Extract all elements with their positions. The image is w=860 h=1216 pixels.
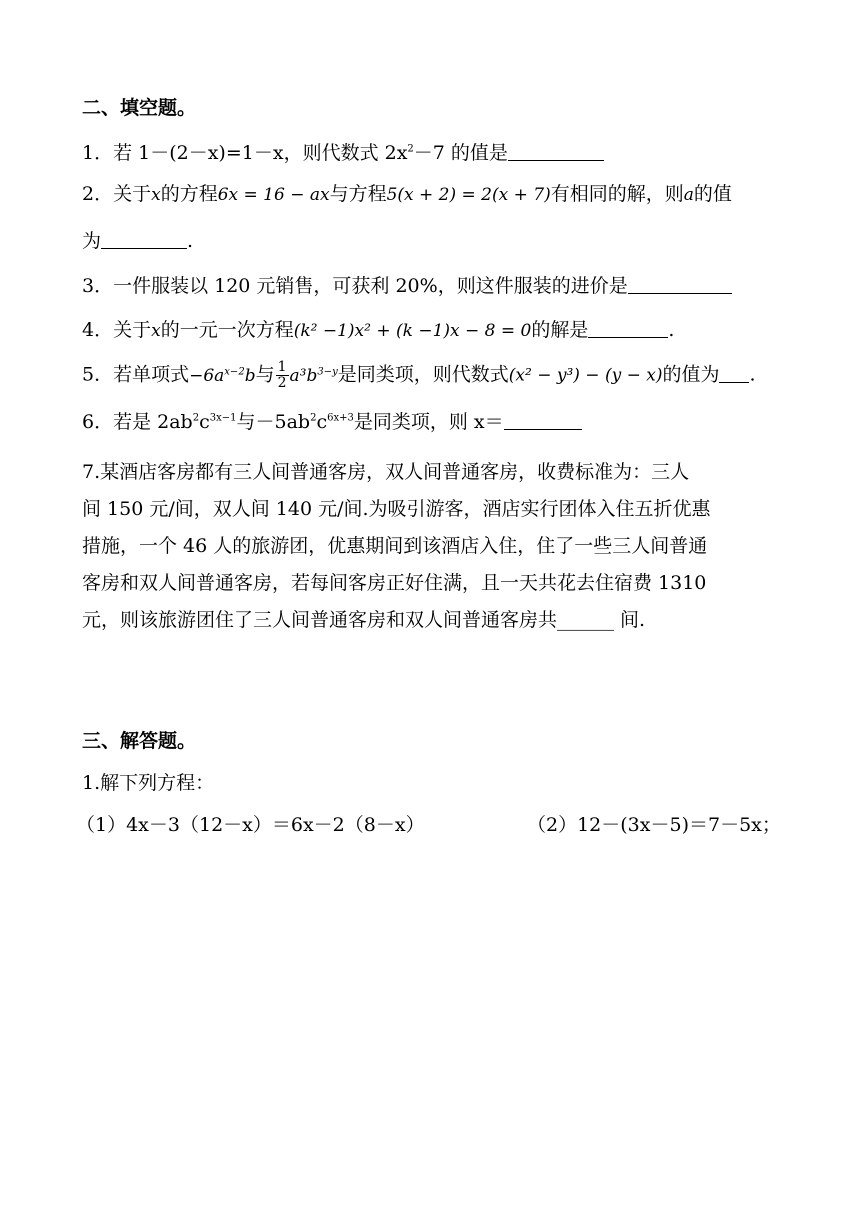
question-5-p4: 的值为 bbox=[662, 363, 720, 386]
question-1 bbox=[82, 141, 604, 165]
question-7-line-3: 措施，一个 46 人的旅游团，优惠期间到该酒店入住，住了一些三人间普通 bbox=[82, 535, 708, 557]
question-7 bbox=[82, 454, 782, 639]
question-6-p1: 6．若是 2ab bbox=[82, 411, 193, 433]
question-4-p3: 的解是 bbox=[531, 319, 589, 341]
question-2-var-x: x bbox=[151, 185, 161, 205]
question-2-equation-1: 6x = 16 − ax bbox=[217, 185, 330, 205]
question-1-suffix: －7 的值是 bbox=[413, 142, 508, 164]
question-6-c1: c bbox=[199, 411, 210, 433]
question-5-p2: 与 bbox=[255, 363, 275, 386]
question-6-e3: 2 bbox=[310, 412, 317, 424]
question-2-line2-text: 为 bbox=[82, 230, 102, 252]
question-1-prefix: 1．若 1－(2－x)=1－x，则代数式 2x bbox=[82, 142, 408, 164]
question-5-p1: 5．若单项式 bbox=[82, 363, 190, 386]
question-6-c2: c bbox=[316, 411, 328, 433]
question-3-text: 3．一件服装以 120 元销售，可获利 20%，则这件服装的进价是 bbox=[82, 275, 628, 297]
question-4-equation: (k² −1)x² + (k −1)x − 8 = 0 bbox=[293, 321, 532, 341]
question-2-end: . bbox=[187, 230, 194, 252]
question-6-p2: 与－5ab bbox=[236, 411, 311, 433]
fraction-denominator: 2 bbox=[277, 375, 287, 391]
solve-section-heading: 三、解答题。 bbox=[82, 730, 197, 752]
solve-equation-2: （2）12－(3x－5)＝7－5x； bbox=[527, 814, 781, 836]
question-5 bbox=[82, 360, 756, 391]
question-2-p3: 与方程 bbox=[329, 183, 387, 205]
question-7-line-4: 客房和双人间普通客房，若每间客房正好住满，且一天共花去住宿费 1310 bbox=[82, 572, 707, 594]
question-4-p1: 4．关于 bbox=[82, 319, 152, 341]
question-2-var-a: a bbox=[683, 185, 694, 205]
solve-equation-1: （1）4x－3（12－x）＝6x－2（8－x） bbox=[76, 814, 425, 836]
question-2-answer-blank[interactable] bbox=[101, 230, 187, 249]
question-5-m1-b: b bbox=[244, 365, 256, 386]
question-3-answer-blank[interactable] bbox=[628, 275, 732, 294]
question-5-p3: 是同类项，则代数式 bbox=[337, 363, 509, 386]
solve-question-1-title: 1.解下列方程： bbox=[82, 772, 215, 794]
fill-section-heading: 二、填空题。 bbox=[82, 97, 197, 119]
question-3 bbox=[82, 274, 732, 298]
question-4-var-x: x bbox=[151, 321, 161, 341]
question-7-line-1: 7.某酒店客房都有三人间普通客房，双人间普通客房，收费标准为：三人 bbox=[82, 461, 690, 483]
question-5-m1-exp: x−2 bbox=[224, 365, 245, 377]
question-2-p5: 的值 bbox=[693, 183, 732, 205]
question-6-p3: 是同类项，则 x＝ bbox=[353, 411, 504, 433]
question-5-m2-exp: 3−y bbox=[317, 365, 338, 377]
question-1-exponent: 2 bbox=[407, 143, 414, 155]
question-2-line-1 bbox=[82, 182, 732, 207]
question-7-last-prefix: 元，则该旅游团住了三人间普通客房和双人间普通客房共 bbox=[82, 609, 558, 631]
question-2-p2: 的方程 bbox=[160, 183, 218, 205]
question-2-equation-2: 5(x + 2) = 2(x + 7) bbox=[386, 185, 551, 205]
question-6-e2: 3x−1 bbox=[209, 412, 237, 424]
question-4-answer-blank[interactable] bbox=[588, 319, 668, 338]
question-6-e4: 6x+3 bbox=[327, 412, 354, 424]
question-7-last-suffix: 间. bbox=[614, 609, 646, 631]
question-7-line-2: 间 150 元/间，双人间 140 元/间.为吸引游客，酒店实行团体入住五折优惠 bbox=[82, 498, 711, 520]
question-6 bbox=[82, 410, 582, 434]
question-2-line-2 bbox=[82, 229, 193, 253]
question-4-end: . bbox=[668, 319, 675, 341]
question-4 bbox=[82, 318, 674, 343]
fraction-numerator: 1 bbox=[277, 359, 287, 375]
question-5-monomial-2 bbox=[290, 366, 338, 386]
question-5-answer-blank[interactable] bbox=[719, 364, 749, 383]
question-7-line-5 bbox=[82, 602, 782, 639]
question-7-answer-blank[interactable]: ______ bbox=[557, 609, 615, 631]
question-5-end: . bbox=[749, 363, 756, 386]
question-1-answer-blank[interactable] bbox=[508, 142, 604, 161]
question-5-expression: (x² − y³) − (y − x) bbox=[508, 365, 663, 386]
question-2-p1: 2．关于 bbox=[82, 183, 152, 205]
question-6-answer-blank[interactable] bbox=[504, 411, 582, 430]
question-5-m2: a³b bbox=[289, 365, 318, 386]
question-5-monomial-1 bbox=[189, 366, 255, 386]
question-5-fraction bbox=[276, 360, 289, 391]
question-6-e1: 2 bbox=[192, 412, 200, 424]
question-4-p2: 的一元一次方程 bbox=[160, 319, 294, 341]
question-5-m1: −6a bbox=[189, 365, 225, 386]
question-2-p4: 有相同的解，则 bbox=[550, 183, 684, 205]
